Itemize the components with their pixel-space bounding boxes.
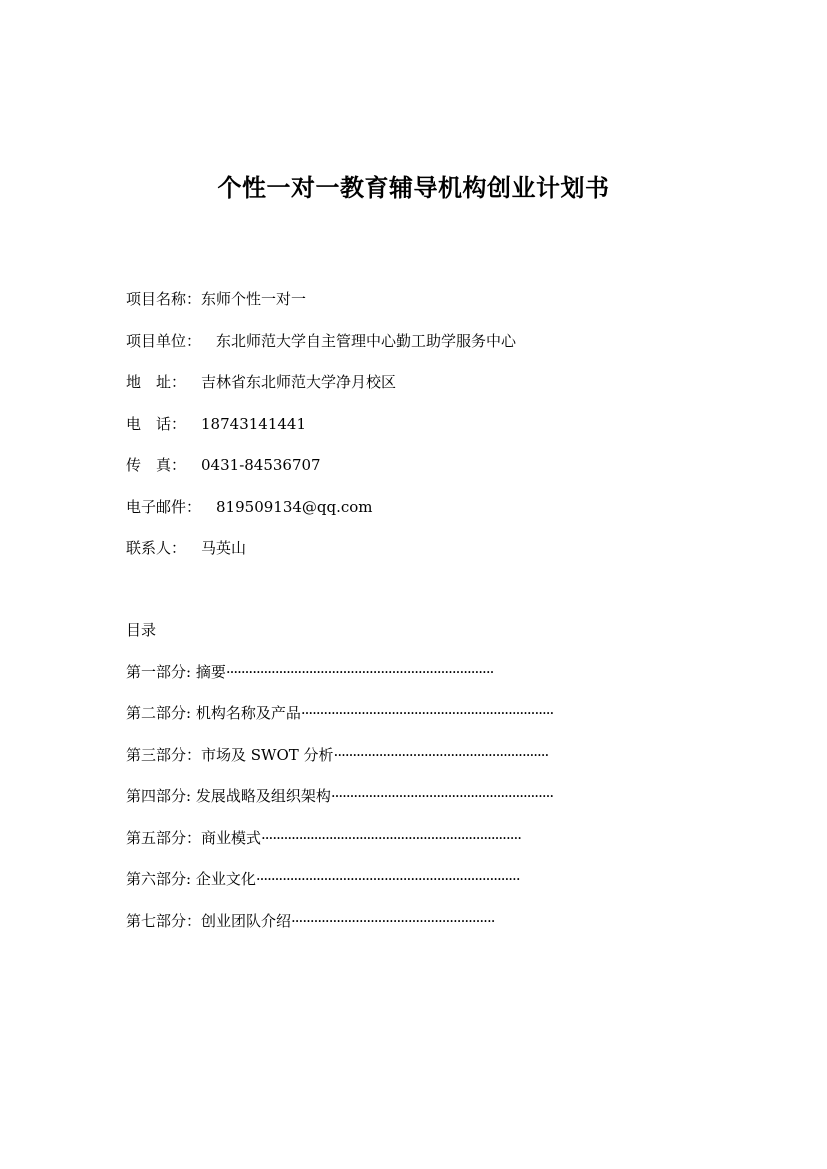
toc-heading: 目录 [126, 621, 157, 639]
info-row-contact [126, 538, 726, 580]
toc-item[interactable] [126, 869, 706, 911]
toc-leader-dots: ························································· [333, 745, 549, 764]
toc-item-label: 第二部分: 机构名称及产品 [126, 704, 301, 722]
toc-leader-dots: ····································································· [261, 828, 522, 847]
info-label: 电 话： [126, 414, 187, 433]
info-value: 东师个性一对一 [201, 290, 307, 308]
toc-item-label: 第一部分: 摘要 [126, 662, 226, 681]
toc-item[interactable] [126, 662, 706, 704]
table-of-contents [126, 620, 706, 952]
toc-item-label: 第四部分: 发展战略及组织架构 [126, 787, 331, 805]
toc-leader-dots: ··························································· [330, 787, 554, 805]
info-value: 18743141441 [186, 414, 306, 433]
toc-item[interactable] [126, 911, 706, 953]
info-row-email [126, 497, 726, 539]
toc-item-label: 第三部分：市场及 SWOT 分析 [126, 745, 334, 764]
info-value: 东北师范大学自主管理中心勤工助学服务中心 [201, 331, 517, 350]
info-label: 联系人： [126, 539, 187, 557]
toc-leader-dots: ······································································ [255, 870, 520, 888]
info-label: 项目单位： [126, 331, 202, 350]
toc-leader-dots: ······················································ [291, 911, 495, 930]
toc-item-label: 第五部分：商业模式 [126, 828, 262, 847]
info-label: 传 真： [126, 456, 187, 474]
info-label: 项目名称： [126, 290, 202, 308]
toc-item-label: 第六部分: 企业文化 [126, 870, 256, 888]
info-row-address [126, 372, 726, 414]
info-value: 马英山 [186, 539, 247, 557]
info-label: 地 址： [126, 373, 187, 391]
info-value: 0431-84536707 [186, 456, 321, 474]
toc-item-label: 第七部分：创业团队介绍 [126, 911, 292, 930]
toc-leader-dots: ······································································· [225, 662, 494, 681]
info-row-project-name [126, 289, 726, 331]
info-row-phone [126, 414, 726, 456]
info-row-project-unit [126, 331, 726, 373]
document-title: 个性一对一教育辅导机构创业计划书 [217, 173, 610, 202]
toc-item[interactable] [126, 745, 706, 787]
info-value: 吉林省东北师范大学净月校区 [186, 373, 397, 391]
toc-item[interactable] [126, 703, 706, 745]
info-value: 819509134@qq.com [201, 497, 373, 516]
toc-item[interactable] [126, 828, 706, 870]
project-info [126, 289, 726, 580]
toc-leader-dots: ··································································· [300, 704, 554, 722]
info-row-fax [126, 455, 726, 497]
info-label: 电子邮件： [126, 497, 202, 516]
toc-item[interactable] [126, 786, 706, 828]
